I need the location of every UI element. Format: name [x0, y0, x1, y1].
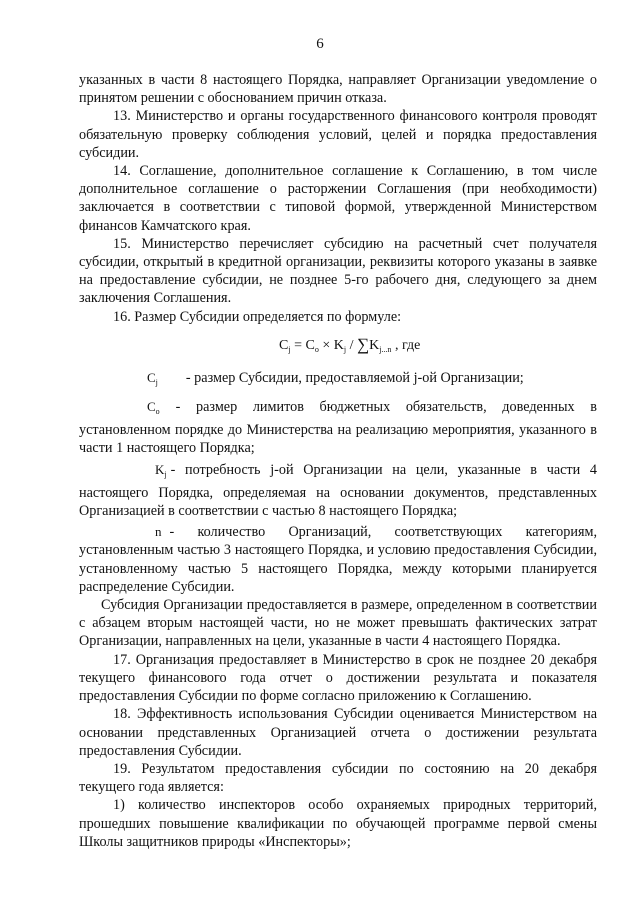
formula-co-sub: o [314, 344, 319, 354]
definition-n-symbol: n [155, 524, 162, 540]
paragraph-19-item-1: 1) количество инспекторов особо охраняемых природных территорий, прошедших повышение квалификации по обучающей программе первой смены Школы защитников природы «Инспекторы»; [79, 797, 597, 850]
definition-c-sub: j [155, 377, 158, 387]
definition-c-text: - размер Субсидии, предоставляемой j-ой Организации; [185, 369, 524, 386]
formula-c: C [279, 337, 289, 353]
paragraph-13: 13. Министерство и органы государственного финансового контроля проводят обязательную проверку соблюдения условий, целей и порядка предоставления субсидии. [79, 108, 597, 161]
paragraph-18: 18. Эффективность использования Субсидии оценивается Министерством на основании представленных Организацией отчета о достижении результата предоставления Субсидии. [79, 706, 597, 759]
paragraph-14: 14. Соглашение, дополнительное соглашение к Соглашению, в том числе дополнительное соглашение о расторжении Соглашения (при необходимости) заключается в соответствии с типовой формой, утвержденной Министерством финансов Камчатского края. [79, 163, 597, 234]
subsidy-formula [79, 335, 597, 360]
paragraph-continuation: указанных в части 8 настоящего Порядка, направляет Организации уведомление о принятом решении с обоснованием причин отказа. [79, 72, 597, 107]
document-body [79, 71, 597, 851]
paragraph-15: 15. Министерство перечисляет субсидию на расчетный счет получателя субсидии, открытый в кредитной организации, реквизиты которого указаны в заявке на предоставление субсидии, не позднее 5-го рабочего дня, следующего за днем заключения Соглашения. [79, 235, 597, 307]
definition-c-letter: C [147, 369, 156, 385]
definition-k [79, 461, 597, 521]
definition-k-text: - потребность j-ой Организации на цели, указанные в части 4 настоящего Порядка, определяемая на основании документов, представленных Организацией в соответствии с частью 8 настоящего Порядка; [79, 461, 597, 520]
definition-co [79, 398, 597, 458]
definition-n-text: - количество Организаций, соответствующих категориям, установленным частью 3 настоящего Порядка, и условию предоставления Субсидии, установленному частью 5 настоящего Порядка, между которыми планируется распределение Субсидии. [79, 524, 597, 595]
definition-k-sub: j [164, 469, 167, 479]
formula-times: × K [318, 337, 344, 353]
definition-n [79, 523, 597, 596]
formula-c-sub: j [288, 344, 291, 354]
formula-k2: K [369, 337, 380, 353]
formula-tail: , где [391, 337, 421, 353]
paragraph-19: 19. Результатом предоставления субсидии по состоянию на 20 декабря текущего года является: [79, 760, 597, 796]
paragraph-17: 17. Организация предоставляет в Министерство в срок не позднее 20 декабря текущего финансового года отчет о достижении результата и показателя предоставления Субсидии по форме согласно приложению к Соглашению. [79, 651, 597, 705]
definition-k-letter: K [155, 461, 165, 477]
formula-k-sub: j [343, 344, 347, 354]
definition-co-letter: C [147, 399, 156, 415]
formula-div: / [346, 337, 357, 353]
definition-c-symbol [113, 369, 158, 392]
definition-co-symbol [113, 398, 160, 421]
definition-co-sub: o [155, 407, 160, 417]
definition-k-symbol [117, 461, 167, 484]
definition-co-text: - размер лимитов бюджетных обязательств, доведенных в установленном порядке до Министерства на реализацию мероприятия, указанного в части 1 настоящего Порядка; [79, 399, 597, 457]
paragraph-subsidy-limit: Субсидия Организации предоставляется в размере, определенном в соответствии с абзацем вторым настоящей части, но не может превышать фактических затрат Организации, направленных на цели, указанные в части 4 настоящего Порядка. [79, 597, 597, 650]
paragraph-16: 16. Размер Субсидии определяется по формуле: [113, 308, 402, 325]
formula-k2-sub: j...n [379, 344, 392, 354]
formula-eq: = C [290, 337, 315, 353]
formula-sum-sign: ∑ [356, 334, 370, 354]
page-number: 6 [316, 36, 324, 52]
definition-c [79, 369, 597, 392]
